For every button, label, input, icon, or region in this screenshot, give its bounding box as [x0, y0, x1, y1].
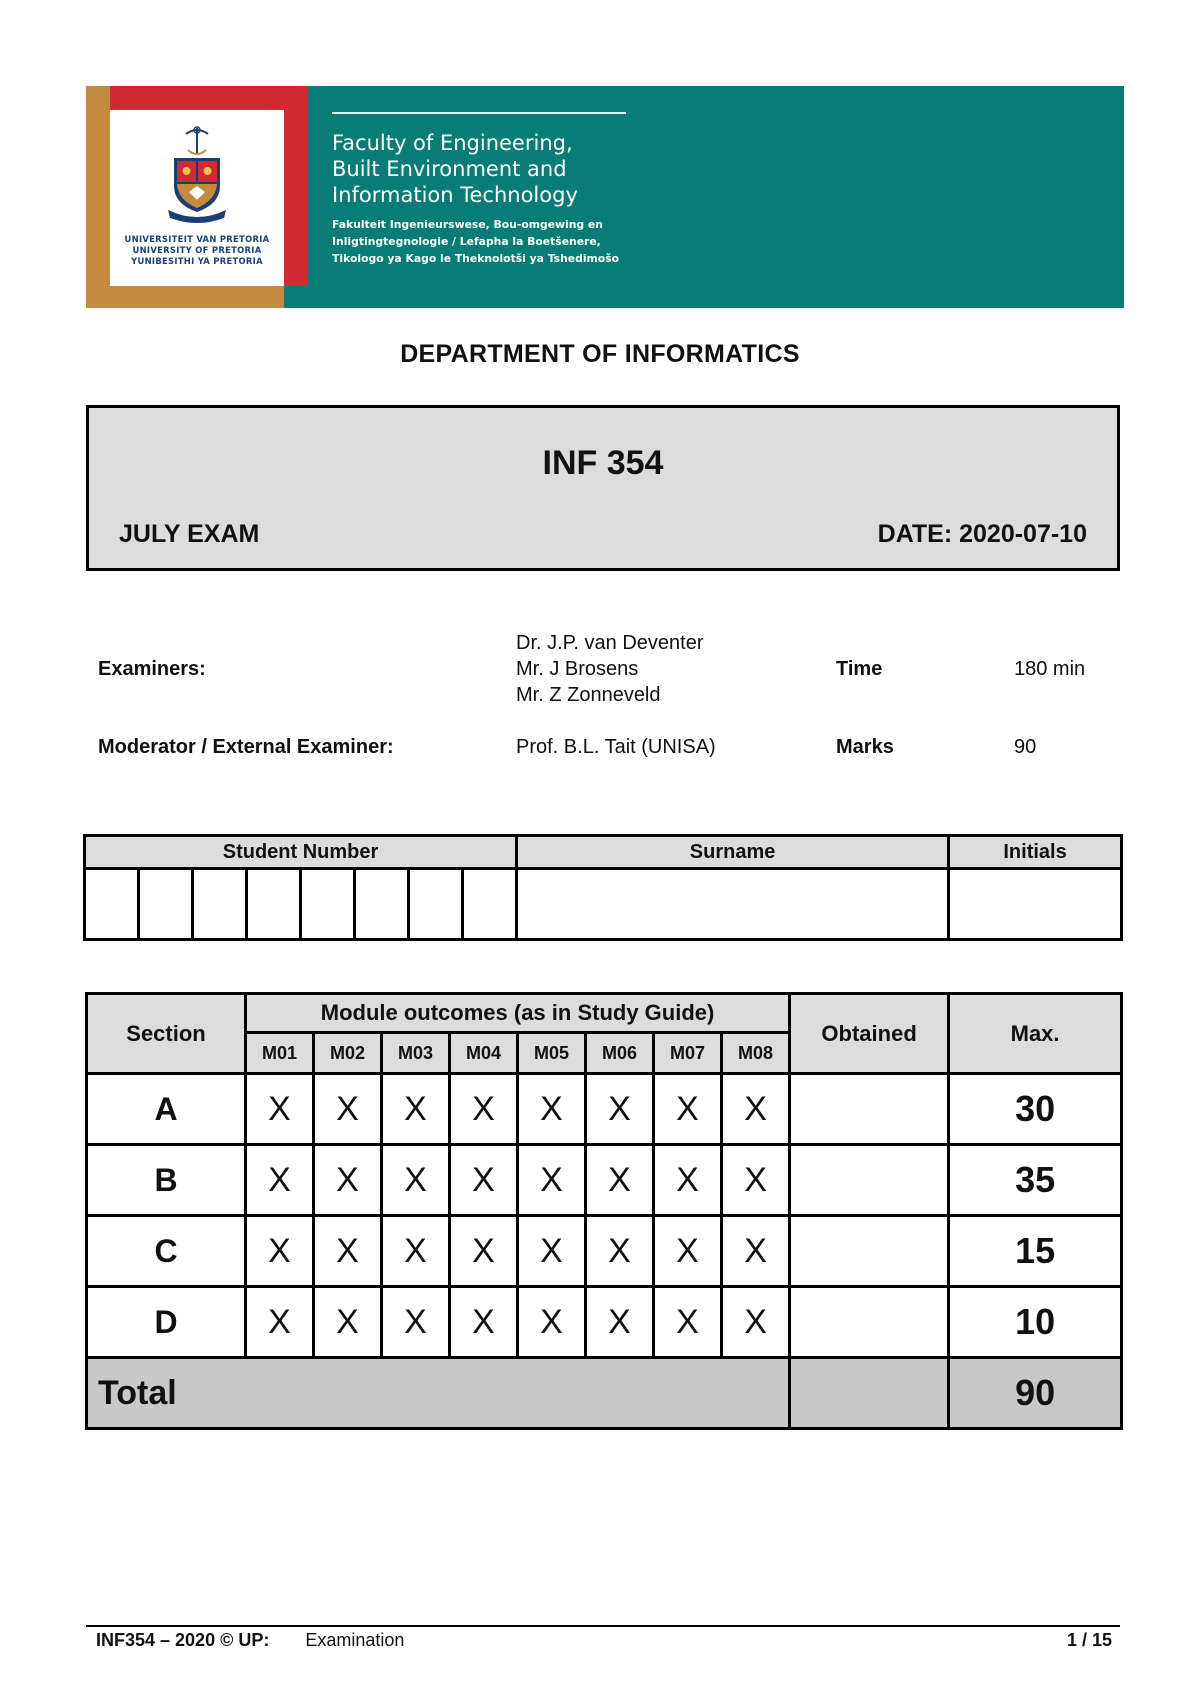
section-row-d — [87, 1287, 1122, 1358]
outcome-mark: X — [246, 1287, 314, 1358]
outcome-header: M05 — [518, 1033, 586, 1074]
faculty-divider — [332, 112, 626, 114]
max-mark: 15 — [949, 1216, 1122, 1287]
faculty-title — [332, 130, 652, 208]
outcome-header: M04 — [450, 1033, 518, 1074]
outcome-header: M02 — [314, 1033, 382, 1074]
max-mark: 30 — [949, 1074, 1122, 1145]
footer-rule — [86, 1625, 1120, 1627]
outcome-mark: X — [314, 1145, 382, 1216]
marks-value: 90 — [1014, 736, 1037, 758]
initials-header: Initials — [949, 836, 1122, 869]
marks-table — [85, 992, 1123, 1430]
outcome-mark: X — [382, 1145, 450, 1216]
exam-type: JULY EXAM — [119, 520, 260, 548]
surname-field[interactable] — [517, 869, 949, 940]
faculty-banner — [86, 86, 1124, 308]
module-outcomes-header: Module outcomes (as in Study Guide) — [246, 994, 790, 1033]
outcome-mark: X — [518, 1074, 586, 1145]
section-row-a — [87, 1074, 1122, 1145]
surname-header: Surname — [517, 836, 949, 869]
examiner-name: Dr. J.P. van Deventer — [516, 632, 704, 654]
exam-header-box — [86, 405, 1120, 571]
university-name-st: YUNIBESITHI YA PRETORIA — [131, 256, 263, 266]
student-number-digit[interactable] — [139, 869, 193, 940]
examiners-list — [516, 630, 704, 708]
outcome-mark: X — [450, 1287, 518, 1358]
faculty-subtitle-line: Fakulteit Ingenieurswese, Bou-omgewing en — [332, 218, 603, 231]
student-number-digit[interactable] — [409, 869, 463, 940]
examiner-name: Mr. Z Zonneveld — [516, 684, 661, 706]
outcome-mark: X — [450, 1074, 518, 1145]
total-row — [87, 1358, 1122, 1429]
section-row-b — [87, 1145, 1122, 1216]
moderator-label: Moderator / External Examiner: — [98, 736, 394, 758]
faculty-title-line: Information Technology — [332, 183, 578, 207]
outcome-header: M07 — [654, 1033, 722, 1074]
outcome-mark: X — [518, 1287, 586, 1358]
student-number-header: Student Number — [85, 836, 517, 869]
student-number-digit[interactable] — [85, 869, 139, 940]
exam-date: DATE: 2020-07-10 — [877, 520, 1087, 548]
student-number-digit[interactable] — [355, 869, 409, 940]
total-max: 90 — [949, 1358, 1122, 1429]
marks-label: Marks — [836, 736, 894, 758]
outcome-header: M01 — [246, 1033, 314, 1074]
footer-course: INF354 – 2020 © UP: — [96, 1630, 270, 1650]
obtained-header: Obtained — [790, 994, 949, 1074]
university-logo — [110, 110, 284, 286]
university-name-en: UNIVERSITY OF PRETORIA — [132, 245, 262, 255]
student-number-digit[interactable] — [247, 869, 301, 940]
max-header: Max. — [949, 994, 1122, 1074]
student-details-table — [83, 834, 1123, 941]
university-name-af: UNIVERSITEIT VAN PRETORIA — [124, 234, 270, 244]
outcome-mark: X — [246, 1074, 314, 1145]
initials-field[interactable] — [949, 869, 1122, 940]
obtained-field[interactable] — [790, 1074, 949, 1145]
outcome-mark: X — [654, 1287, 722, 1358]
outcome-mark: X — [654, 1145, 722, 1216]
section-row-c — [87, 1216, 1122, 1287]
outcome-header: M03 — [382, 1033, 450, 1074]
max-mark: 10 — [949, 1287, 1122, 1358]
max-mark: 35 — [949, 1145, 1122, 1216]
outcome-mark: X — [722, 1216, 790, 1287]
outcome-mark: X — [382, 1216, 450, 1287]
moderator-name: Prof. B.L. Tait (UNISA) — [516, 736, 716, 758]
total-label: Total — [87, 1358, 790, 1429]
total-obtained-field[interactable] — [790, 1358, 949, 1429]
section-label: D — [87, 1287, 246, 1358]
outcome-mark: X — [246, 1145, 314, 1216]
section-label: B — [87, 1145, 246, 1216]
faculty-title-line: Built Environment and — [332, 157, 567, 181]
outcome-header: M08 — [722, 1033, 790, 1074]
student-number-digit[interactable] — [463, 869, 517, 940]
student-number-digit[interactable] — [301, 869, 355, 940]
outcome-mark: X — [586, 1145, 654, 1216]
outcome-mark: X — [518, 1145, 586, 1216]
obtained-field[interactable] — [790, 1216, 949, 1287]
outcome-mark: X — [654, 1216, 722, 1287]
university-crest-icon — [162, 124, 232, 224]
section-label: C — [87, 1216, 246, 1287]
exam-code: INF 354 — [542, 444, 664, 482]
examiners-label: Examiners: — [98, 658, 206, 680]
time-label: Time — [836, 658, 883, 680]
outcome-mark: X — [722, 1287, 790, 1358]
footer-kind: Examination — [305, 1630, 405, 1650]
outcome-mark: X — [586, 1216, 654, 1287]
outcome-mark: X — [382, 1287, 450, 1358]
faculty-subtitle — [332, 216, 662, 267]
section-label: A — [87, 1074, 246, 1145]
outcome-mark: X — [722, 1074, 790, 1145]
footer-left — [96, 1630, 404, 1651]
outcome-mark: X — [450, 1145, 518, 1216]
outcome-mark: X — [654, 1074, 722, 1145]
page-number: 1 / 15 — [1066, 1630, 1112, 1650]
outcome-header: M06 — [586, 1033, 654, 1074]
department-heading: DEPARTMENT OF INFORMATICS — [400, 340, 800, 368]
faculty-subtitle-line: Tikologo ya Kago le Theknolotši ya Tshedimošo — [332, 252, 620, 265]
outcome-mark: X — [450, 1216, 518, 1287]
section-header: Section — [87, 994, 246, 1074]
university-names — [110, 234, 284, 267]
faculty-title-line: Faculty of Engineering, — [332, 131, 573, 155]
outcome-mark: X — [314, 1216, 382, 1287]
outcome-mark: X — [518, 1216, 586, 1287]
student-number-digit[interactable] — [193, 869, 247, 940]
time-value: 180 min — [1014, 658, 1086, 680]
outcome-mark: X — [314, 1287, 382, 1358]
obtained-field[interactable] — [790, 1145, 949, 1216]
outcome-mark: X — [382, 1074, 450, 1145]
obtained-field[interactable] — [790, 1287, 949, 1358]
examiner-name: Mr. J Brosens — [516, 658, 639, 680]
outcome-mark: X — [246, 1216, 314, 1287]
outcome-mark: X — [586, 1287, 654, 1358]
outcome-mark: X — [586, 1074, 654, 1145]
outcome-mark: X — [722, 1145, 790, 1216]
outcome-mark: X — [314, 1074, 382, 1145]
faculty-subtitle-line: Inligtingtegnologie / Lefapha la Boetšenere, — [332, 235, 601, 248]
